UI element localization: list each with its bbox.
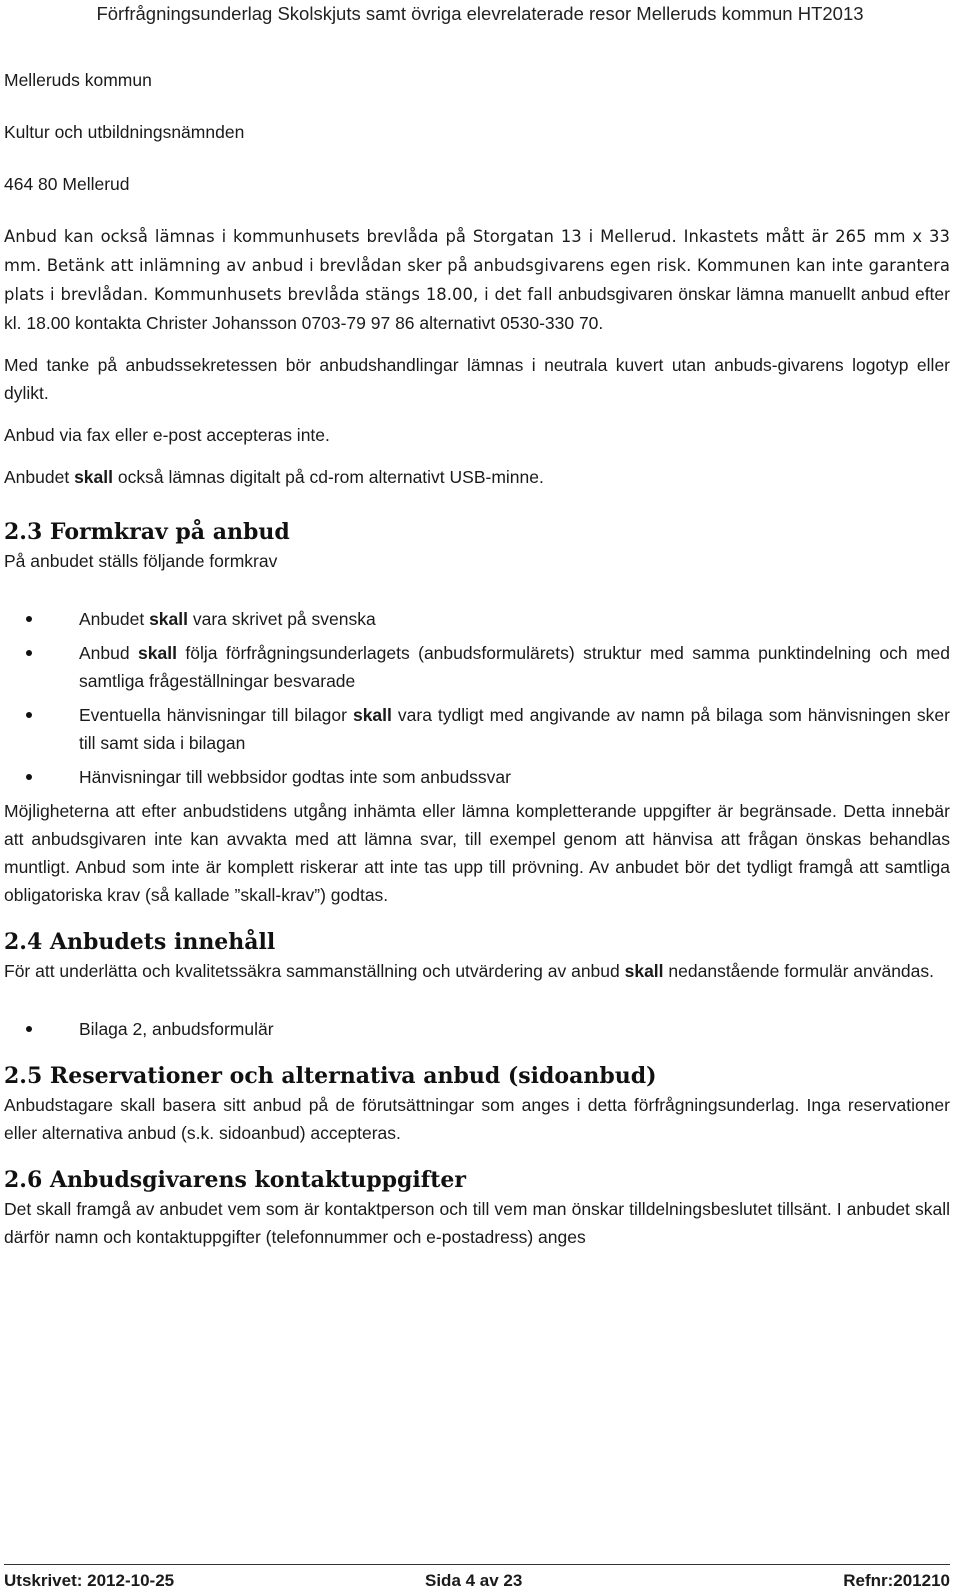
emphasis: skall (138, 643, 177, 663)
secrecy-paragraph: Med tanke på anbudssekretessen bör anbudshandlingar lämnas i neutrala kuvert utan anbuds-givarens logotyp eller dylikt. (4, 355, 950, 403)
text-run: Bilaga 2, anbudsformulär (79, 1019, 274, 1039)
text-run: vara tydligt med angivande av namn på bilaga som hänvisningen sker till samt sida i bilagan (79, 705, 950, 753)
requirements-list (4, 605, 950, 791)
address-line: Melleruds kommun (4, 70, 152, 90)
text-run: För att underlätta och kvalitetssäkra sammanställning och utvärdering av anbud (4, 961, 625, 981)
document-body (4, 66, 950, 1251)
reference-number: Refnr:201210 (843, 1571, 950, 1590)
section-text: Det skall framgå av anbudet vem som är kontaktperson och till vem man önskar tilldelningsbeslutet tillsänt. I anbudet skall därför namn och kontaktuppgifter (telefonnummer och e-postadress) anges (4, 1199, 950, 1247)
text-run: Eventuella hänvisningar till bilagor (79, 705, 353, 725)
text-run: Anbudet (79, 609, 150, 629)
text-run: nedanstående formulär användas. (663, 961, 935, 981)
section-heading-2-3: 2.3 Formkrav på anbud (4, 519, 290, 545)
bullet-icon (26, 774, 32, 780)
page-footer (4, 1564, 950, 1593)
list-item (4, 701, 950, 757)
list-item (4, 605, 950, 633)
text-run: också lämnas digitalt på cd-rom alternativt USB-minne. (113, 467, 544, 487)
fax-paragraph: Anbud via fax eller e-post accepteras inte. (4, 425, 330, 445)
page-header: Förfrågningsunderlag Skolskjuts samt övriga elevrelaterade resor Melleruds kommun HT2013 (96, 3, 864, 24)
list-item (4, 639, 950, 695)
emphasis: skall (74, 467, 113, 487)
address-line: 464 80 Mellerud (4, 174, 130, 194)
list-item (4, 1015, 950, 1043)
form-list (4, 1015, 950, 1043)
mailbox-text-part: Anbud kan också lämnas i kommunhusets brevlåda på Storgatan 13 i Mellerud. Inkastets mått är 265 mm x 33 mm. Betänk att inlämning av anbud i brevlådan sker på anbudsgivarens egen risk. Kommunen kan inte garantera plats i brevlådan. Kommunhusets brevlåda stängs 18.00, i det fall (4, 227, 950, 304)
section-text: Anbudstagare skall basera sitt anbud på de förutsättningar som anges i detta förfrågningsunderlag. Inga reservationer eller alternativa anbud (s.k. sidoanbud) accepteras. (4, 1095, 950, 1143)
text-run: Anbud (79, 643, 139, 663)
supplement-paragraph: Möjligheterna att efter anbudstidens utgång inhämta eller lämna kompletterande uppgifter är begränsade. Detta innebär att anbudsgivaren inte kan avvakta med att lämna svar, till exempel genom att hänvisa att frågan önskas behandlas muntligt. Anbud som inte är komplett riskerar att inte tas upp till prövning. Av anbudet bör det tydligt framgå att samtliga obligatoriska krav (så kallade ”skall-krav”) godtas. (4, 801, 950, 905)
text-run: följa förfrågningsunderlagets (anbudsformulärets) struktur med samma punktindelning och med samtliga frågeställningar besvarade (79, 643, 951, 691)
section-text (4, 957, 950, 985)
mailbox-paragraph (4, 222, 950, 337)
text-run: Hänvisningar till webbsidor godtas inte som anbudssvar (79, 767, 511, 787)
mailbox-text-part: anbudsgivaren önskar lämna manuellt anbud efter kl. 18.00 kontakta Christer Johansson 0703-79 97 86 alternativt 0530-330 70. (4, 284, 950, 333)
section-heading-2-6: 2.6 Anbudsgivarens kontaktuppgifter (4, 1167, 466, 1193)
list-item (4, 763, 950, 791)
section-heading-2-5: 2.5 Reservationer och alternativa anbud (sidoanbud) (4, 1063, 657, 1089)
bullet-icon (26, 1026, 32, 1032)
emphasis: skall (352, 705, 392, 725)
emphasis: skall (624, 961, 664, 981)
bullet-icon (26, 616, 32, 622)
text-run: vara skrivet på svenska (188, 609, 376, 629)
text-run: Anbudet (4, 467, 75, 487)
emphasis: skall (149, 609, 188, 629)
bullet-icon (26, 712, 32, 718)
bullet-icon (26, 650, 32, 656)
section-heading-2-4: 2.4 Anbudets innehåll (4, 929, 276, 955)
section-intro: På anbudet ställs följande formkrav (4, 551, 278, 571)
print-date: Utskrivet: 2012-10-25 (4, 1571, 175, 1590)
digital-paragraph (4, 463, 950, 491)
address-line: Kultur och utbildningsnämnden (4, 122, 245, 142)
page-number: Sida 4 av 23 (425, 1571, 523, 1590)
